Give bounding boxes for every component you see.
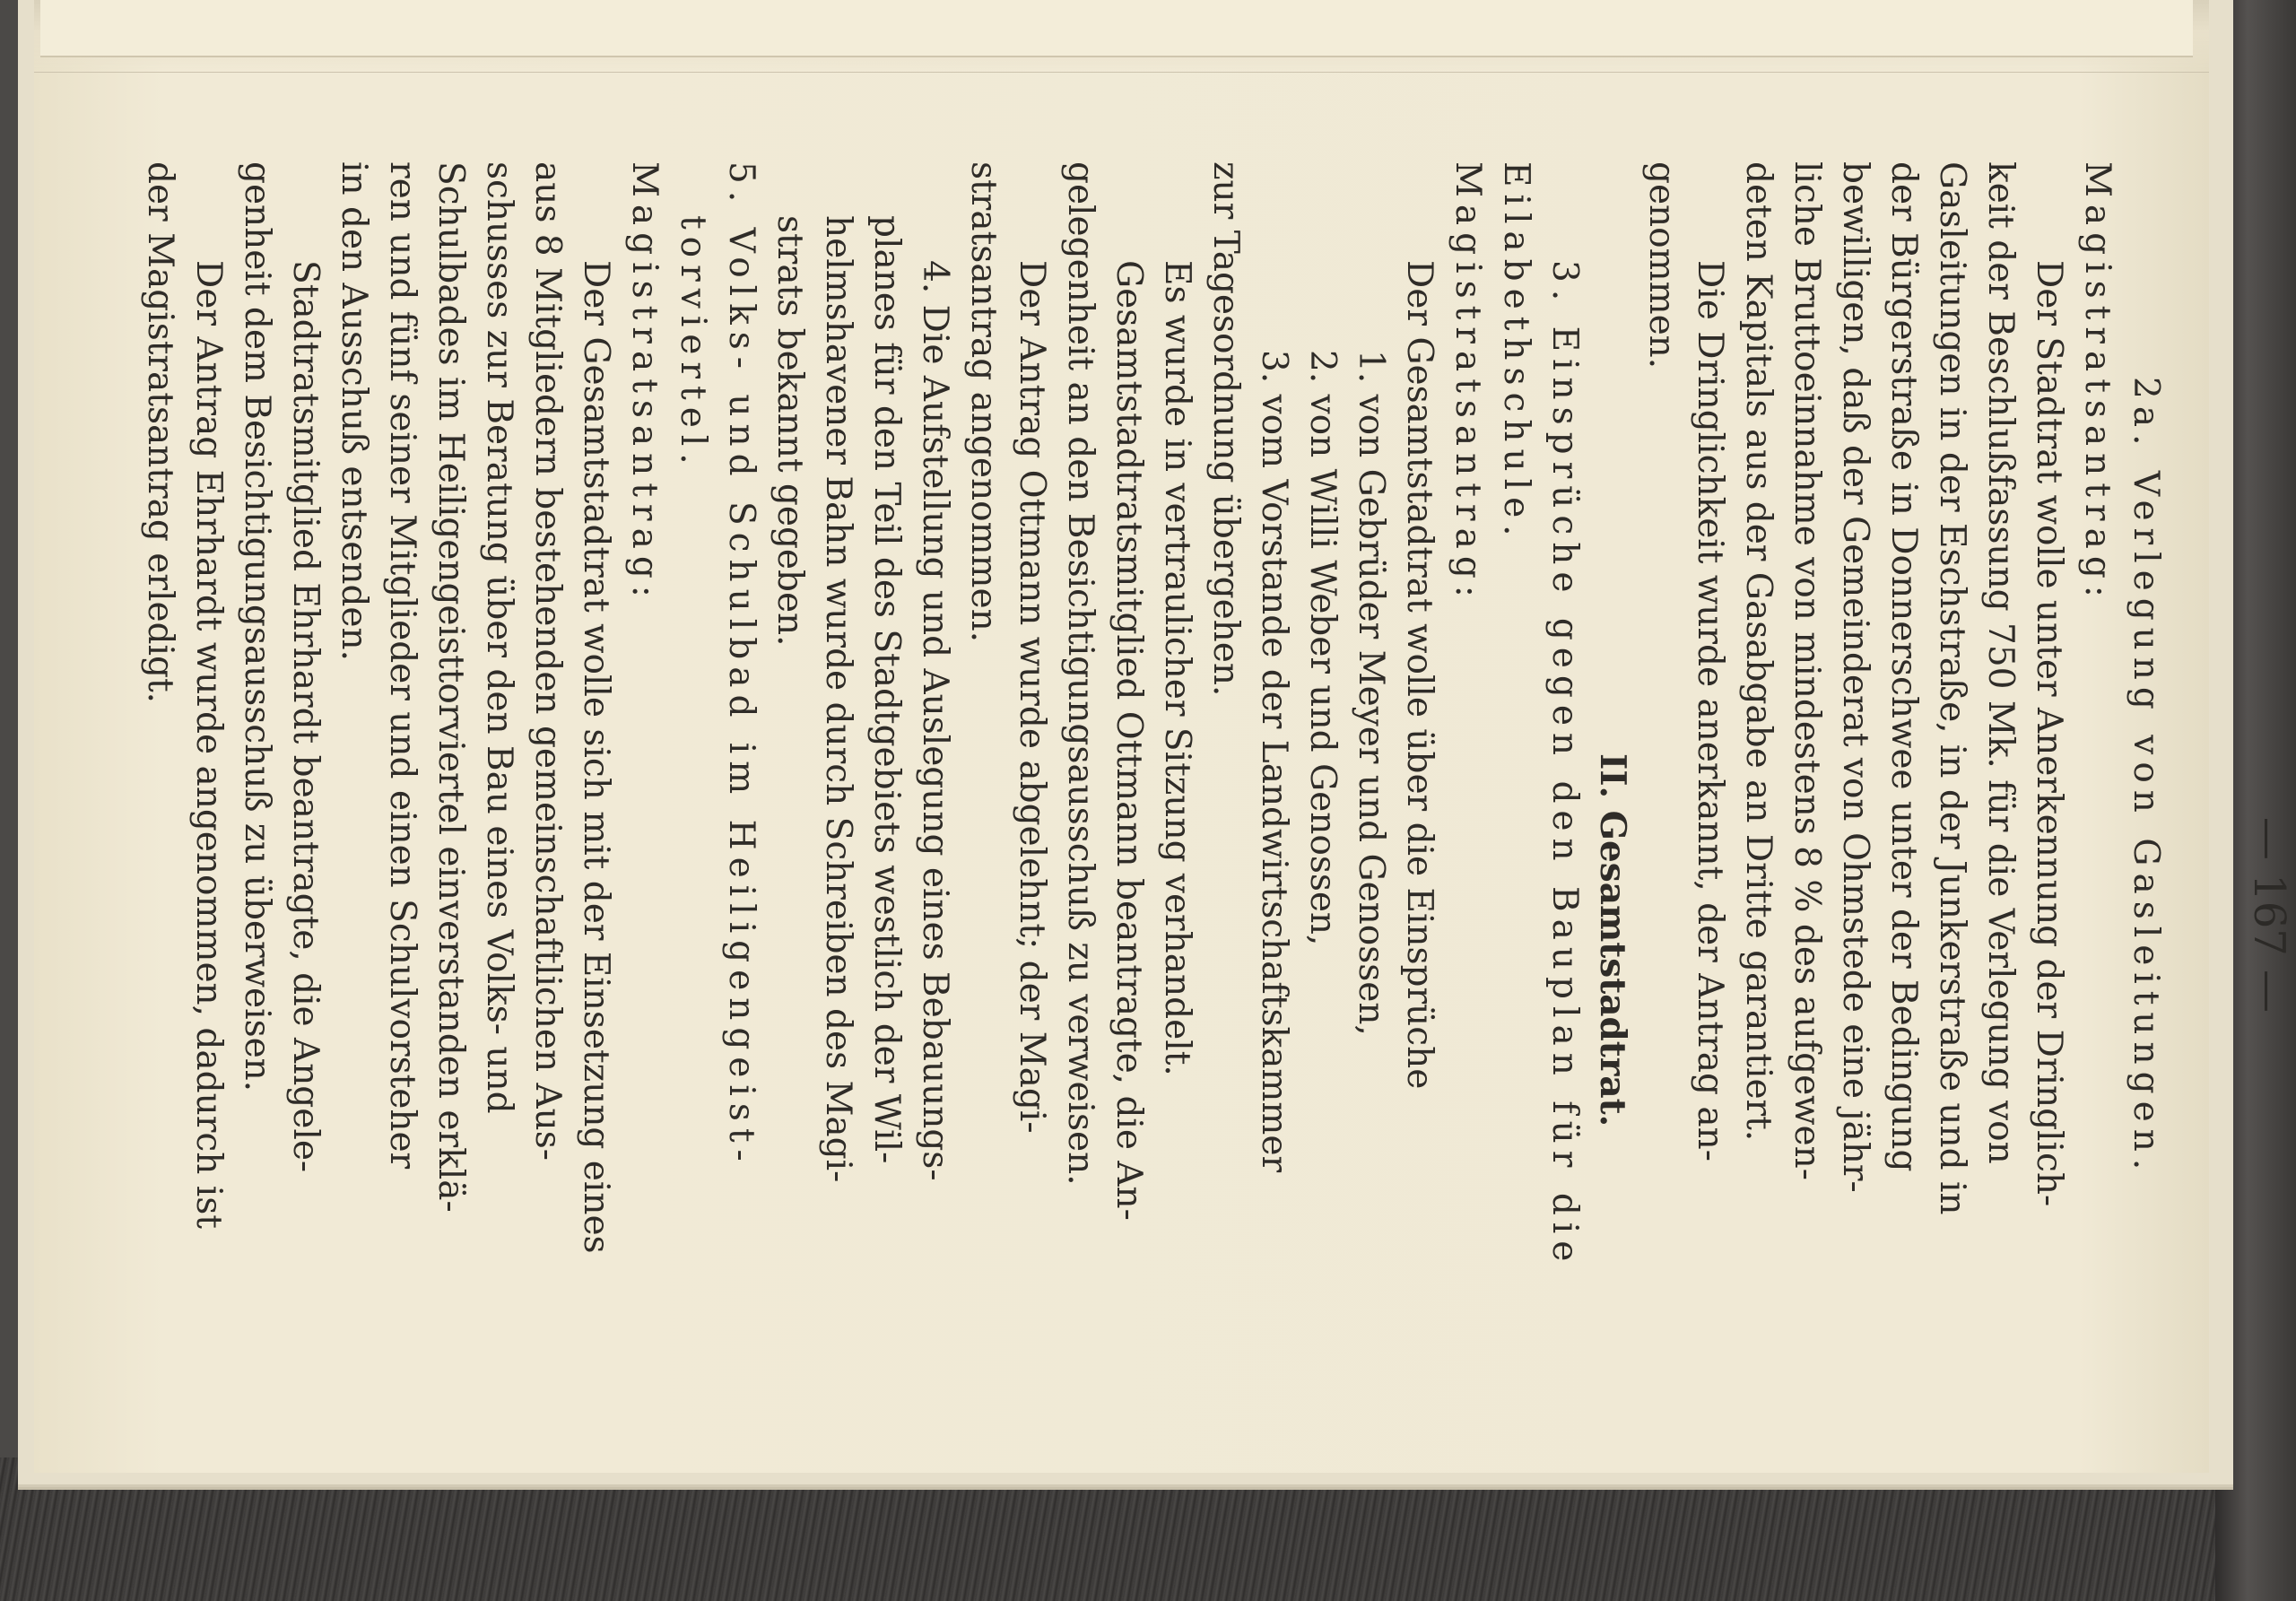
text-line: II. Gesamtstadtrat. — [1592, 753, 1633, 1127]
text-line: stratsantrag angenommen. — [963, 161, 1004, 643]
text-line: bewilligen, daß der Gemeinderat von Ohmstede eine jähr- — [1835, 161, 1875, 1193]
page-number: — 167 — — [2244, 816, 2294, 1014]
text-line: Der Antrag Ottmann wurde abgelehnt; der Magi- — [1012, 260, 1052, 1134]
text-line: genommen. — [1641, 161, 1682, 370]
text-line: ren und fünf seiner Mitglieder und einen Schulvorsteher — [382, 161, 422, 1170]
text-line: 3. vom Vorstande der Landwirtschaftskammer — [1254, 350, 1294, 1173]
text-line: Magistratsantrag: — [1448, 161, 1488, 605]
text-line: der Magistratsantrag erledigt. — [140, 161, 180, 704]
text-line: Es wurde in vertraulicher Sitzung verhandelt. — [1157, 260, 1197, 1076]
text-line: deten Kapitals aus der Gasabgabe an Dritte garantiert. — [1738, 161, 1779, 1142]
text-line: 1. von Gebrüder Meyer und Genossen, — [1351, 350, 1391, 1036]
text-line: der Bürgerstraße in Donnerschwee unter der Bedingung — [1883, 161, 1924, 1172]
text-line: aus 8 Mitgliedern bestehenden gemeinschaftlichen Aus- — [527, 161, 568, 1161]
text-line: Der Stadtrat wolle unter Anerkennung der Dringlich- — [2029, 260, 2069, 1207]
text-column — [0, 54, 2296, 1561]
text-line: Magistratsantrag: — [2077, 161, 2118, 605]
text-line: Der Gesamtstadtrat wolle sich mit der Einsetzung eines — [576, 260, 616, 1254]
text-line: 3. Einsprüche gegen den Bauplan für die — [1544, 260, 1585, 1269]
text-line: schusses zur Beratung über den Bau eines Volks- und — [479, 161, 519, 1114]
text-line: 5. Volks- und Schulbad im Heiligengeist- — [721, 161, 761, 1169]
text-line: planes für den Teil des Stadtgebiets westlich der Wil- — [866, 215, 907, 1164]
text-line: zur Tagesordnung übergehen. — [1205, 161, 1246, 697]
text-line: keit der Beschlußfassung 750 Mk. für die Verlegung von — [1980, 161, 2021, 1164]
text-line: Gasleitungen in der Eschstraße, in der Junkerstraße und in — [1932, 161, 1972, 1215]
text-line: Der Antrag Ehrhardt wurde angenommen, dadurch ist — [188, 260, 229, 1229]
text-line: Der Gesamtstadtrat wolle über die Einsprüche — [1399, 260, 1439, 1090]
text-line: torviertel. — [673, 215, 713, 472]
text-line: Eilabethschule. — [1496, 161, 1536, 544]
text-line: helmshavener Bahn wurde durch Schreiben des Magi- — [818, 215, 858, 1183]
text-line: liche Bruttoeinnahme von mindestens 8 % des aufgewen- — [1787, 161, 1827, 1180]
text-line: 4. Die Aufstellung und Auslegung eines Bebauungs- — [915, 260, 955, 1181]
text-line: Schulbades im Heiligengeisttorviertel einverstanden erklä- — [430, 161, 471, 1213]
text-line: 2. von Willi Weber und Genossen, — [1302, 350, 1343, 946]
text-line: strats bekannt gegeben. — [770, 215, 810, 647]
text-line: Stadtratsmitglied Ehrhardt beantragte, die Angele- — [285, 260, 326, 1173]
text-line: Magistratsantrag: — [624, 161, 665, 605]
text-line: Gesamtstadtratsmitglied Ottmann beantragte, die An- — [1109, 260, 1149, 1221]
text-line: in den Ausschuß entsenden. — [334, 161, 374, 662]
text-line: gelegenheit an den Besichtigungsausschuß zu verweisen. — [1060, 161, 1100, 1186]
page-text — [140, 54, 2296, 1561]
text-line: 2a. Verlegung von Gasleitungen. — [2126, 377, 2166, 1178]
text-line: genheit dem Besichtigungsausschuß zu überweisen. — [237, 161, 277, 1092]
text-line: Die Dringlichkeit wurde anerkannt, der Antrag an- — [1690, 260, 1730, 1162]
